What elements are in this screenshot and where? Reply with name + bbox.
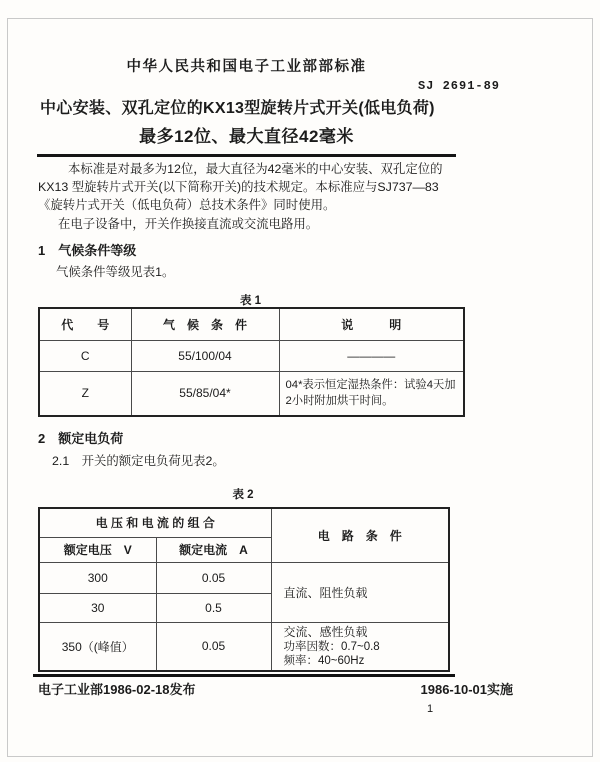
table2-data-row-3 [39, 622, 449, 671]
table1-climate-conditions [38, 307, 465, 417]
document-title-line2: 最多12位、最大直径42毫米 [139, 127, 354, 146]
table2-header-circuit: 电 路 条 件 [271, 508, 449, 562]
footer-effective-date: 1986-10-01实施 [420, 682, 513, 697]
section1-heading: 1 气候条件等级 [38, 243, 137, 258]
table1-caption: 表 1 [239, 295, 262, 307]
table1-row-c-code: C [39, 340, 131, 371]
footer [38, 679, 513, 698]
section2-body: 2.1 开关的额定电负荷见表2。 [52, 454, 225, 468]
table2-condition-ac-line3: 频率：40~60Hz [283, 654, 365, 667]
table2-row3-current: 0.05 [156, 622, 271, 671]
table2-caption: 表 2 [232, 489, 254, 501]
table2-condition-dc: 直流、阻性负载 [271, 562, 449, 622]
table2-header-combo: 电 压 和 电 流 的 组 合 [39, 508, 271, 537]
intro-paragraph-usage: 在电子设备中，开关作换接直流或交流电路用。 [58, 217, 319, 231]
table2-row1-voltage: 300 [39, 562, 156, 593]
table2-subheader-current: 额定电流 A [156, 537, 271, 562]
table1-row-z-condition: 55/85/04* [131, 371, 279, 416]
table1-row-z-code: Z [39, 371, 131, 416]
table1-row-c-condition: 55/100/04 [131, 340, 279, 371]
standard-number: SJ 2691-89 [417, 79, 500, 93]
table2-subheader-voltage: 额定电压 V [39, 537, 156, 562]
header-divider-rule [37, 154, 456, 157]
table1-header-code: 代 号 [39, 308, 131, 340]
table1-row-c-note: ———— [279, 340, 464, 371]
table1-row-z-note: 04*表示恒定湿热条件：试验4天加2小时附加烘干时间。 [279, 371, 464, 416]
table2-row3-voltage: 350（(峰值） [39, 622, 156, 671]
footer-divider-rule [33, 674, 455, 677]
table1-header-condition: 气 候 条 件 [131, 308, 279, 340]
section1-body: 气候条件等级见表1。 [56, 265, 175, 279]
standard-org-title: 中华人民共和国电子工业部部标准 [126, 59, 367, 75]
table2-row2-voltage: 30 [39, 593, 156, 622]
table1-header-note: 说 明 [279, 308, 464, 340]
footer-issued-date: 电子工业部1986-02-18发布 [38, 682, 196, 697]
table2-rated-load [38, 507, 450, 672]
table2-row1-current: 0.05 [156, 562, 271, 593]
document-title-line1: 中心安装、双孔定位的KX13型旋转片式开关(低电负荷) [40, 100, 435, 117]
table2-row2-current: 0.5 [156, 593, 271, 622]
intro-paragraphs [38, 160, 458, 233]
table1-row-z [39, 371, 464, 416]
table1-row-c [39, 340, 464, 371]
table2-condition-ac [271, 622, 449, 671]
table2-header-row1 [39, 508, 449, 537]
table2-data-row-1 [39, 562, 449, 593]
intro-paragraph-scope: 本标准是对最多为12位，最大直径为42毫米的中心安装、双孔定位的KX13 型旋转片式开关(以下简称开关)的技术规定。本标准应与SJ737—83《旋转片式开关（低电负荷）总技术条件》同时使用。 [38, 162, 443, 212]
section2-heading: 2 额定电负荷 [38, 431, 124, 446]
table2-condition-ac-line2: 功率因数：0.7~0.8 [283, 640, 380, 653]
table2-condition-ac-line1: 交流、感性负载 [283, 624, 368, 639]
table1-header-row [39, 308, 464, 340]
page-number: 1 [426, 703, 434, 715]
